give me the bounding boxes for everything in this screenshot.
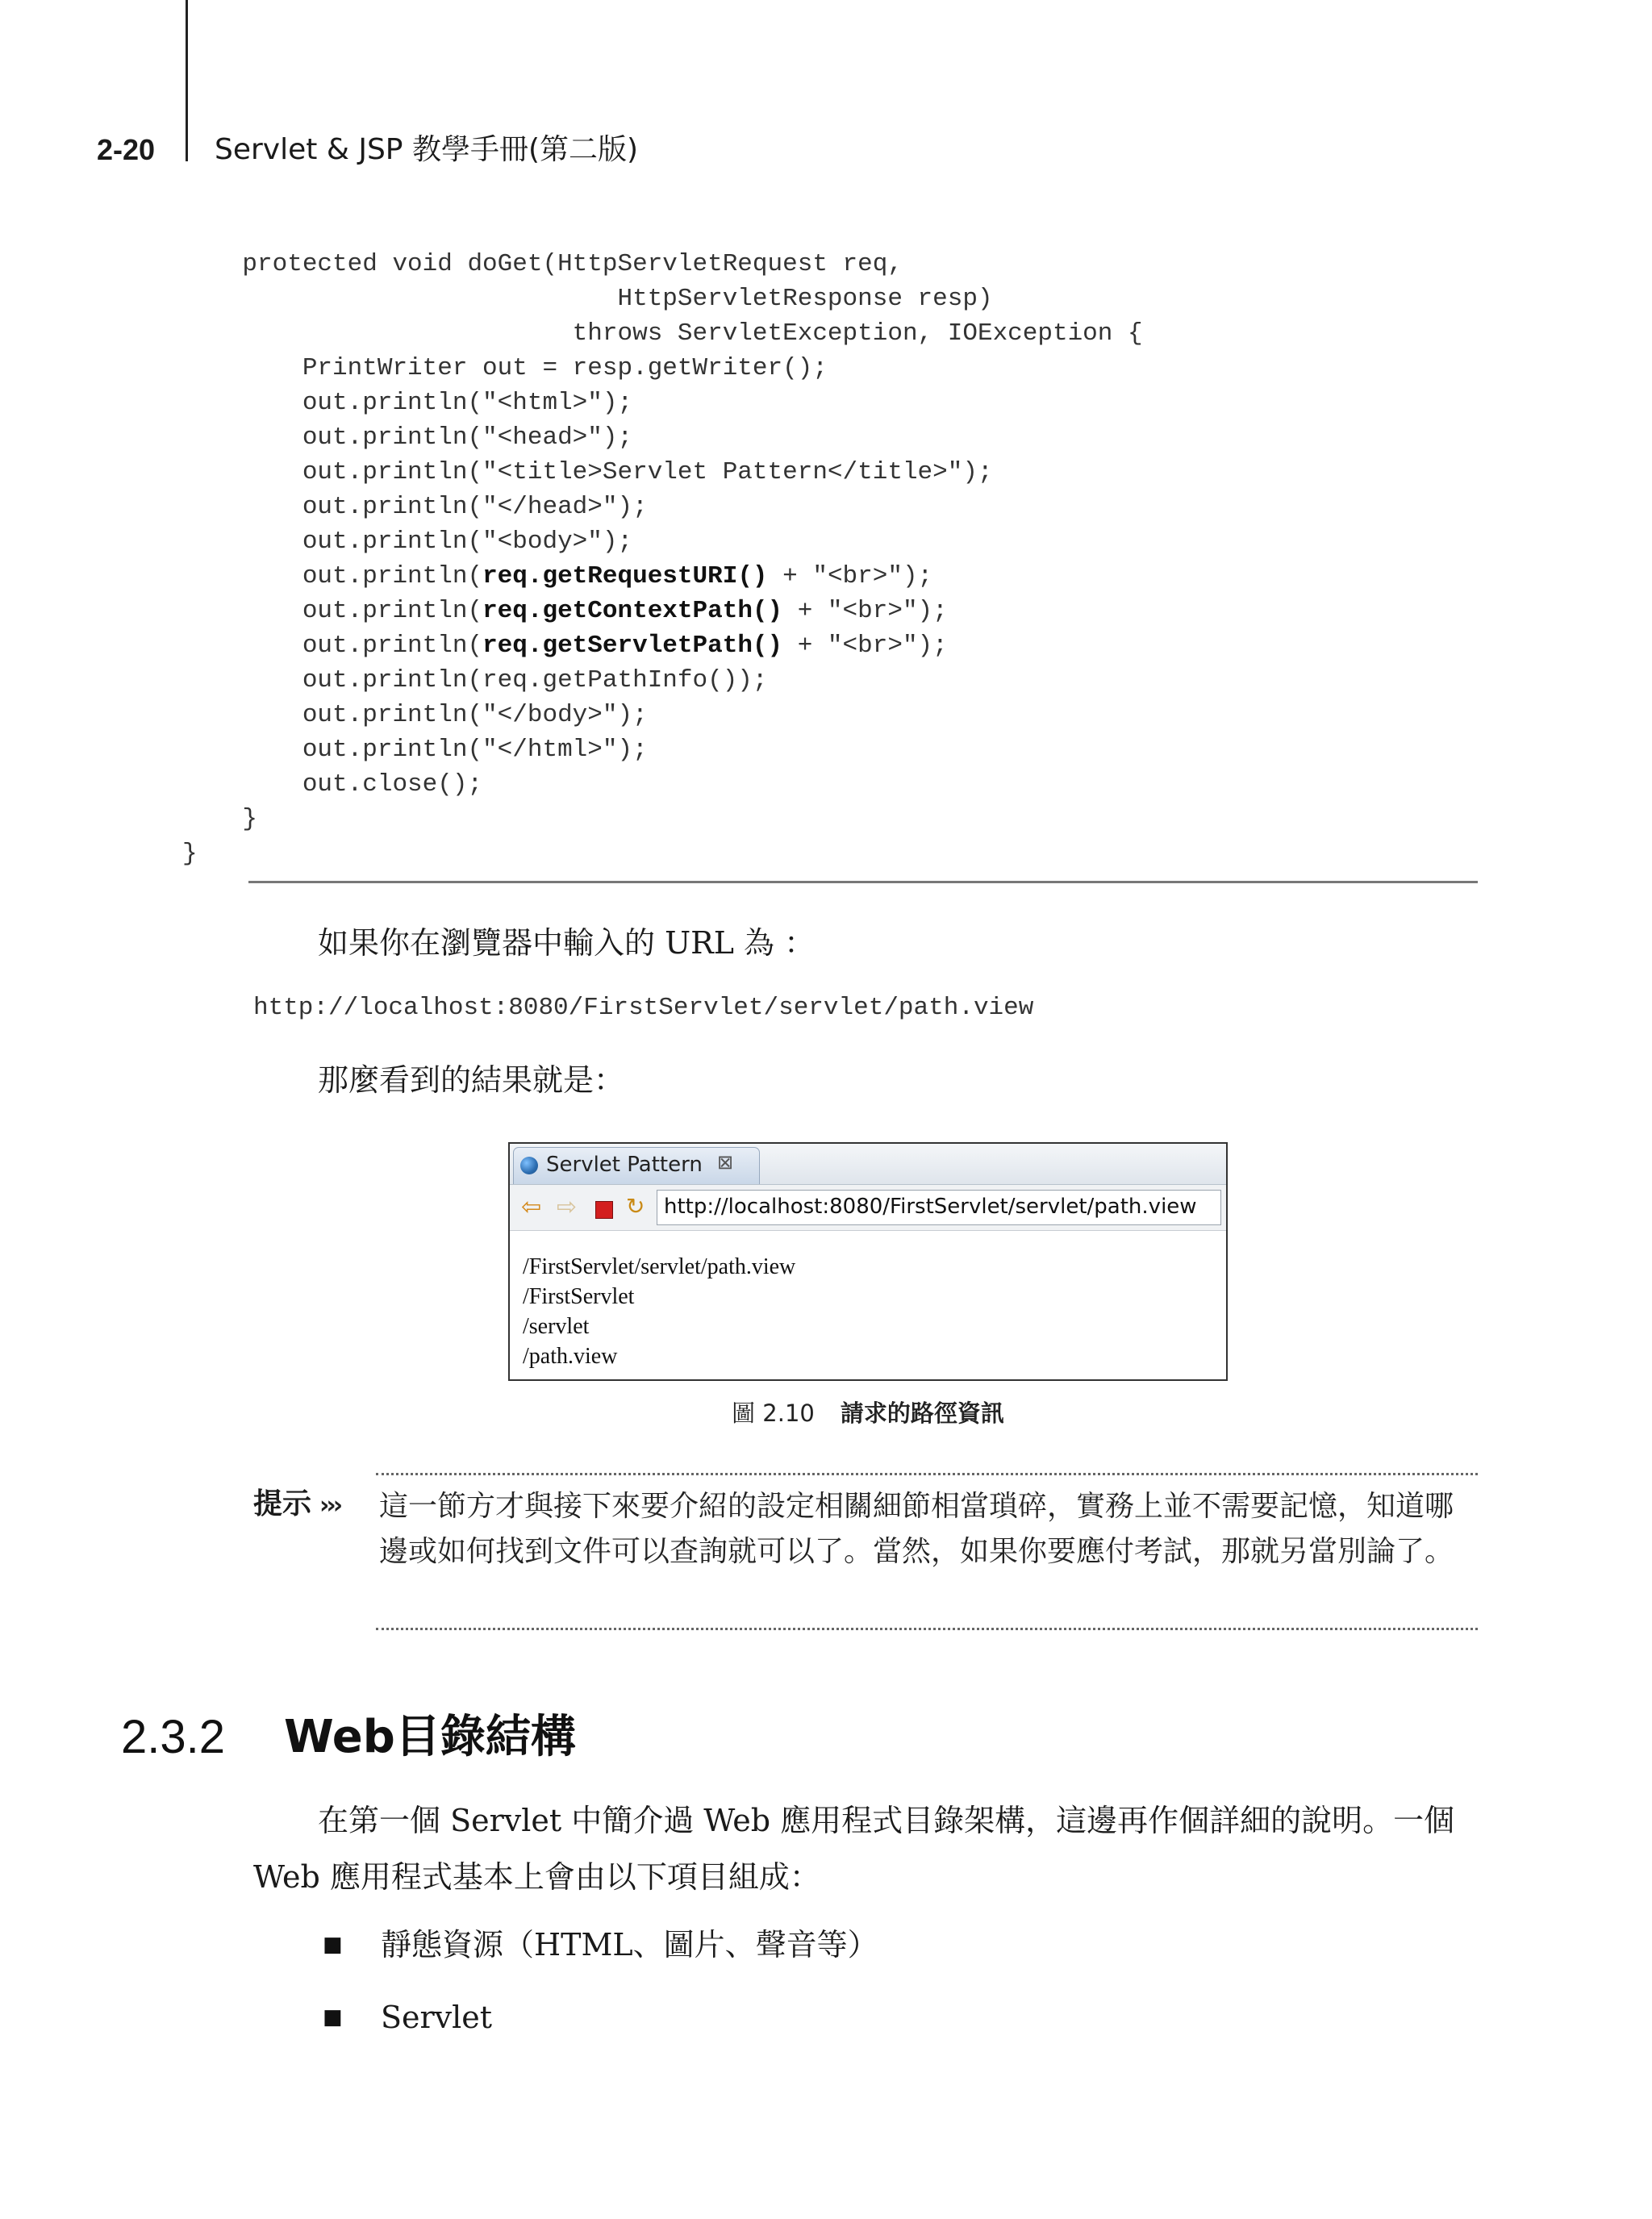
code-line: out.println("<title>Servlet Pattern</title>"); [182, 458, 993, 486]
tip-bottom-rule [376, 1628, 1478, 1630]
tab-strip [510, 1144, 1226, 1185]
bullet-marker: ■ [323, 2005, 343, 2029]
code-bottom-rule [248, 881, 1478, 883]
figure-number: 圖 2.10 [732, 1399, 815, 1427]
back-arrow-icon[interactable]: ⇦ [521, 1193, 542, 1221]
page-number: 2-20 [97, 133, 156, 166]
bullet-marker: ■ [323, 1933, 343, 1957]
code-line: out.close(); [182, 770, 483, 799]
code-line: throws ServletException, IOException { [182, 319, 1143, 348]
header-divider [186, 0, 188, 161]
list-item: 靜態資源（HTML、圖片、聲音等） [381, 1927, 878, 1962]
refresh-icon[interactable]: ↻ [626, 1193, 645, 1220]
code-line: out.println(req.getContextPath() + "<br>"); [182, 597, 948, 625]
code-line: } [182, 805, 258, 833]
paragraph-result-intro: 那麼看到的結果就是： [318, 1062, 625, 1098]
figure-caption [508, 1395, 1228, 1429]
figure-caption-text: 請求的路徑資訊 [840, 1399, 1004, 1427]
code-line: out.println("<head>"); [182, 423, 633, 452]
browser-figure [508, 1142, 1228, 1381]
paragraph-url-intro: 如果你在瀏覽器中輸入的 URL 為 ： [318, 925, 816, 961]
section-number: 2.3.2 [121, 1711, 225, 1763]
paragraph-web-structure: 在第一個 Servlet 中簡介過 Web 應用程式目錄架構，這邊再作個詳細的說明。一個 Web 應用程式基本上會由以下項目組成： [253, 1803, 1455, 1895]
code-line: protected void doGet(HttpServletRequest req, [182, 250, 903, 278]
code-line: out.println("</html>"); [182, 736, 648, 764]
code-line: } [182, 840, 198, 868]
close-icon[interactable]: ⊠ [717, 1151, 734, 1174]
code-line: out.println(req.getPathInfo()); [182, 666, 768, 694]
tip-arrow-icon: ››› [319, 1491, 340, 1520]
navigation-bar [510, 1185, 1226, 1231]
code-line: out.println("</head>"); [182, 493, 648, 521]
section-title: Web目錄結構 [284, 1711, 576, 1763]
stop-icon[interactable] [595, 1201, 613, 1219]
code-line: out.println(req.getServletPath() + "<br>"); [182, 632, 948, 660]
code-line: out.println(req.getRequestURI() + "<br>"); [182, 562, 933, 590]
code-highlight: req.getRequestURI() [482, 562, 768, 590]
tab-title: Servlet Pattern [546, 1153, 703, 1177]
page-content: /FirstServlet/servlet/path.view /FirstServlet /servlet /path.view [523, 1254, 796, 1369]
forward-arrow-icon[interactable]: ⇨ [557, 1193, 578, 1221]
book-title: Servlet & JSP 教學手冊(第二版) [215, 133, 639, 166]
tip-text: 這一節方才與接下來要介紹的設定相關細節相當瑣碎，實務上並不需要記憶，知道哪邊或如何找到文件可以查詢就可以了。當然，如果你要應付考試，那就另當別論了。 [379, 1490, 1454, 1568]
code-line: PrintWriter out = resp.getWriter(); [182, 354, 828, 382]
code-highlight: req.getServletPath() [482, 632, 783, 660]
tip-top-rule [376, 1473, 1478, 1475]
browser-tab[interactable] [513, 1147, 760, 1184]
code-line: out.println("<body>"); [182, 528, 633, 556]
code-line: HttpServletResponse resp) [182, 285, 993, 313]
code-line: out.println("</body>"); [182, 701, 648, 729]
address-bar-input[interactable]: http://localhost:8080/FirstServlet/servlet/path.view [657, 1190, 1221, 1225]
code-highlight: req.getContextPath() [482, 597, 783, 625]
example-url: http://localhost:8080/FirstServlet/servlet/path.view [253, 994, 1034, 1022]
list-item: Servlet [381, 2000, 493, 2035]
globe-icon [520, 1157, 538, 1174]
code-line: out.println("<html>"); [182, 389, 633, 417]
tip-label: 提示 [253, 1487, 312, 1520]
code-listing [182, 247, 1143, 871]
